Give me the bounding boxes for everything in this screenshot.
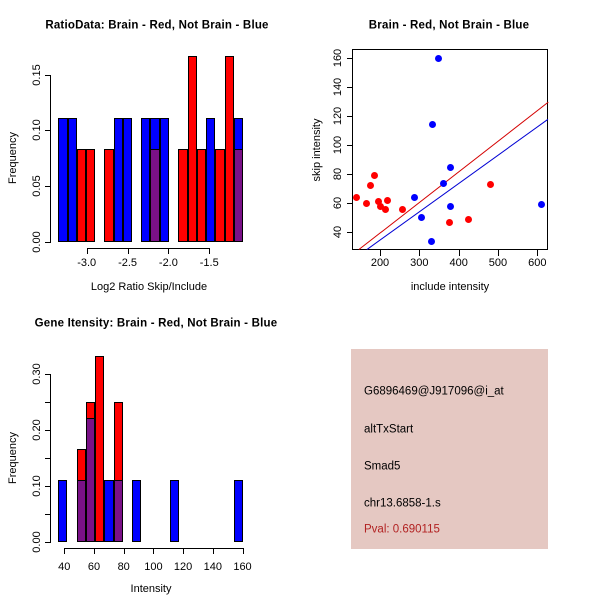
y-tick-label: 80 <box>332 168 344 181</box>
x-axis-tick <box>64 548 65 554</box>
hist-bar-overlap <box>86 418 95 542</box>
y-axis-tick <box>347 203 352 204</box>
y-axis-tick <box>45 75 50 76</box>
hist-bar-notbrain <box>170 480 179 542</box>
x-axis-tick <box>153 548 154 554</box>
hist-bar-notbrain <box>58 480 67 542</box>
y-tick-label: 0.00 <box>31 530 43 553</box>
scatter-point-not_brain <box>447 164 454 171</box>
scatter-point-not_brain <box>538 201 545 208</box>
scatter-point-brain <box>375 198 382 205</box>
y-tick-label: 100 <box>332 136 344 155</box>
chart-title: Brain - Red, Not Brain - Blue <box>368 19 530 32</box>
y-axis-line <box>50 374 51 542</box>
plot-box <box>352 49 549 250</box>
x-tick-label: 160 <box>233 561 252 573</box>
x-tick-label: 80 <box>117 561 130 573</box>
x-tick-label: -1.5 <box>199 257 219 269</box>
x-axis-tick <box>498 250 499 256</box>
y-tick-label: 0.15 <box>31 63 43 86</box>
y-axis-tick <box>45 186 50 187</box>
hist-bar-notbrain <box>68 118 77 242</box>
hist-bar-brain <box>178 149 188 241</box>
x-tick-label: 300 <box>410 257 429 269</box>
hist-bar-overlap <box>150 149 160 241</box>
hist-bar-brain <box>215 149 225 241</box>
hist-bar-brain <box>86 402 95 542</box>
scatter-point-brain <box>399 206 406 213</box>
hist-bar-notbrain <box>132 480 141 542</box>
chart-title: RatioData: Brain - Red, Not Brain - Blue <box>45 19 269 32</box>
x-axis-tick <box>380 250 381 256</box>
y-axis-tick <box>45 514 50 515</box>
scatter-point-brain <box>446 219 453 226</box>
x-tick-label: 140 <box>203 561 222 573</box>
hist-bar-notbrain <box>160 118 169 242</box>
x-axis-tick <box>94 548 95 554</box>
x-axis-line <box>64 548 243 549</box>
scatter-point-not_brain <box>440 180 447 187</box>
y-tick-label: 0.05 <box>31 175 43 197</box>
hist-bar-brain <box>95 356 104 542</box>
hist-bar-brain <box>104 149 114 241</box>
y-tick-label: 0.10 <box>31 119 43 142</box>
y-axis-title: Frequency <box>7 432 19 484</box>
hist-bar-brain <box>77 449 86 542</box>
y-axis-tick <box>347 58 352 59</box>
x-tick-label: 400 <box>449 257 468 269</box>
location-text: chr13.6858-1.s <box>364 497 441 510</box>
scatter-point-brain <box>363 200 370 207</box>
y-tick-label: 0.10 <box>31 475 43 497</box>
y-tick-label: 0.30 <box>31 363 43 386</box>
gene-name-text: Smad5 <box>364 460 401 473</box>
y-axis-tick <box>347 174 352 175</box>
x-tick-label: 600 <box>528 257 547 269</box>
y-axis-line <box>50 75 51 243</box>
brain-fit-line <box>358 102 548 251</box>
probe-id-text: G6896469@J917096@i_at <box>364 385 504 398</box>
x-axis-tick <box>243 548 244 554</box>
scatter-point-not_brain <box>428 238 435 245</box>
x-axis-tick <box>183 548 184 554</box>
x-axis-title: Intensity <box>130 583 172 595</box>
y-tick-label: 60 <box>332 197 344 210</box>
y-axis-tick <box>45 542 50 543</box>
x-tick-label: -2.0 <box>158 257 178 269</box>
y-axis-tick <box>45 242 50 243</box>
hist-bar-notbrain <box>150 118 160 242</box>
hist-bar-brain <box>114 402 123 542</box>
hist-bar-brain <box>77 149 86 241</box>
hist-bar-notbrain <box>141 118 150 242</box>
pval-text: Pval: 0.690115 <box>364 523 440 536</box>
hist-bar-brain <box>188 56 197 242</box>
hist-bar-brain <box>225 56 234 242</box>
x-tick-label: 500 <box>488 257 508 269</box>
y-axis-tick <box>45 402 50 403</box>
x-axis-tick <box>459 250 460 256</box>
scatter-point-brain <box>382 206 389 213</box>
chart-title: Gene Itensity: Brain - Red, Not Brain - Blue <box>34 317 278 330</box>
scatter-point-not_brain <box>435 55 442 62</box>
scatter-point-brain <box>371 172 378 179</box>
scatter-point-brain <box>377 203 384 210</box>
hist-bar-notbrain <box>123 118 132 242</box>
y-axis-tick <box>45 130 50 131</box>
x-axis-tick <box>87 248 88 254</box>
x-tick-label: 100 <box>144 561 163 573</box>
hist-bar-overlap <box>77 480 86 542</box>
scatter-point-brain <box>353 194 360 201</box>
x-tick-label: 60 <box>87 561 101 573</box>
hist-bar-notbrain <box>234 118 243 242</box>
x-axis-title: Log2 Ratio Skip/Include <box>90 281 208 293</box>
hist-bar-notbrain <box>206 118 215 242</box>
y-axis-tick <box>347 116 352 117</box>
scatter-point-brain <box>367 182 374 189</box>
scatter-point-not_brain <box>429 121 436 128</box>
scatter-point-brain <box>384 197 391 204</box>
x-axis-tick <box>213 548 214 554</box>
x-axis-tick <box>537 250 538 256</box>
hist-bar-notbrain <box>234 480 243 542</box>
x-tick-label: -3.0 <box>77 257 97 269</box>
y-axis-tick <box>45 458 50 459</box>
x-tick-label: 200 <box>370 257 390 269</box>
y-tick-label: 160 <box>332 49 344 68</box>
x-tick-label: 120 <box>173 561 193 573</box>
x-axis-tick <box>124 548 125 554</box>
y-axis-title: Frequency <box>7 132 19 184</box>
scatter-point-not_brain <box>418 214 425 221</box>
x-axis-tick <box>128 248 129 254</box>
gene-info-panel <box>351 349 548 549</box>
hist-bar-overlap <box>234 149 243 241</box>
y-axis-tick <box>45 430 50 431</box>
hist-bar-notbrain <box>114 118 123 242</box>
y-axis-tick <box>347 232 352 233</box>
notbrain-fit-line <box>367 119 549 250</box>
hist-bar-overlap <box>114 480 123 542</box>
x-axis-tick <box>419 250 420 256</box>
x-tick-label: 40 <box>58 561 71 573</box>
y-tick-label: 40 <box>332 226 344 239</box>
y-axis-tick <box>347 87 352 88</box>
y-tick-label: 0.20 <box>31 419 43 441</box>
x-axis-line <box>87 248 211 249</box>
hist-bar-brain <box>86 149 95 241</box>
x-tick-label: -2.5 <box>118 257 138 269</box>
x-axis-title: include intensity <box>410 281 490 293</box>
y-tick-label: 120 <box>332 107 344 126</box>
y-axis-tick <box>45 486 50 487</box>
hist-bar-notbrain <box>58 118 68 242</box>
hist-bar-brain <box>197 149 206 241</box>
scatter-point-not_brain <box>411 194 418 201</box>
x-axis-tick <box>168 248 169 254</box>
y-axis-tick <box>347 145 352 146</box>
y-axis-title: skip intensity <box>311 118 323 181</box>
scatter-point-brain <box>487 181 494 188</box>
y-axis-tick <box>45 374 50 375</box>
hist-bar-notbrain <box>104 480 114 542</box>
event-type-text: altTxStart <box>364 423 414 436</box>
scatter-point-not_brain <box>447 203 454 210</box>
y-tick-label: 0.00 <box>31 230 43 253</box>
x-axis-tick <box>209 248 210 254</box>
y-tick-label: 140 <box>332 78 344 97</box>
scatter-point-brain <box>465 216 472 223</box>
